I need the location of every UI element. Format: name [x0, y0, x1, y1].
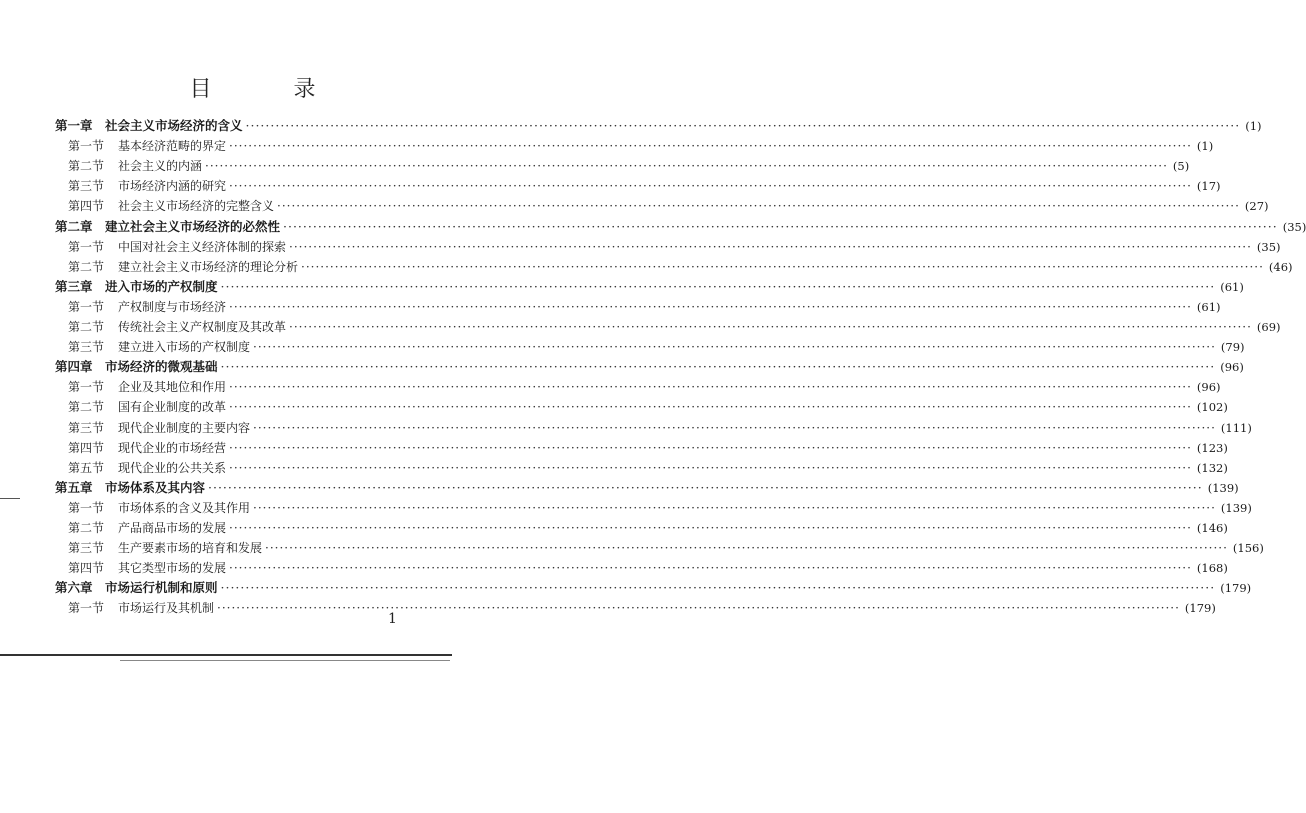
bottom-rule-secondary	[120, 660, 450, 661]
entry-title: 现代企业的市场经营	[118, 440, 227, 455]
entry-page: (179)	[1184, 601, 1216, 616]
entry-title: 市场经济的微观基础	[105, 359, 218, 375]
entry-title: 社会主义的内涵	[118, 159, 203, 174]
toc-section-entry	[68, 257, 1293, 277]
entry-title: 建立社会主义市场经济的必然性	[105, 218, 281, 234]
toc-section-entry	[68, 317, 1281, 337]
entry-number: 第二章	[55, 218, 93, 234]
entry-number: 第一章	[55, 118, 93, 133]
dot-leader: ········································································································································································································	[220, 359, 1216, 375]
entry-number: 第四节	[68, 440, 105, 455]
entry-title: 生产要素市场的培育和发展	[118, 541, 263, 556]
entry-page: (27)	[1244, 199, 1269, 214]
entry-title: 社会主义市场经济的完整含义	[118, 199, 275, 214]
entry-title: 企业及其地位和作用	[118, 380, 227, 395]
dot-leader: ········································································································································································································	[229, 561, 1192, 576]
dot-leader: ········································································································································································································	[301, 259, 1264, 274]
entry-page: (139)	[1207, 480, 1239, 495]
entry-title: 进入市场的产权制度	[105, 278, 218, 294]
entry-page: (146)	[1196, 521, 1228, 535]
entry-page: (17)	[1196, 179, 1221, 194]
entry-page: (1)	[1245, 119, 1262, 133]
toc-chapter-entry	[55, 478, 1239, 498]
toc-title: 目 录	[189, 77, 346, 102]
toc-section-entry	[68, 156, 1190, 176]
dot-leader: ········································································································································································································	[229, 299, 1192, 314]
entry-title: 其它类型市场的发展	[118, 561, 227, 576]
entry-title: 产权制度与市场经济	[118, 299, 227, 314]
entry-page: (61)	[1196, 299, 1221, 314]
entry-page: (179)	[1220, 581, 1252, 596]
toc-section-entry	[68, 397, 1228, 417]
dot-leader: ········································································································································································································	[253, 340, 1216, 355]
entry-page: (96)	[1196, 380, 1221, 395]
dot-leader: ········································································································································································································	[229, 400, 1192, 415]
entry-title: 建立进入市场的产权制度	[118, 340, 251, 355]
page-number: 1	[388, 611, 397, 627]
toc-section-entry	[68, 598, 1216, 618]
entry-page: (123)	[1196, 440, 1228, 455]
entry-number: 第六章	[55, 580, 93, 596]
entry-number: 第一节	[68, 601, 105, 616]
entry-number: 第一节	[68, 500, 105, 515]
entry-number: 第三章	[55, 278, 93, 294]
entry-page: (5)	[1172, 159, 1190, 174]
entry-title: 现代企业制度的主要内容	[118, 420, 251, 435]
dot-leader: ········································································································································································································	[220, 580, 1216, 596]
dot-leader: ········································································································································································································	[217, 601, 1180, 616]
entry-number: 第二节	[68, 259, 105, 274]
toc-section-entry	[68, 337, 1245, 357]
toc-chapter-entry	[55, 116, 1262, 136]
entry-number: 第五章	[55, 479, 93, 495]
dot-leader: ········································································································································································································	[220, 278, 1216, 294]
entry-page: (35)	[1282, 219, 1306, 234]
dot-leader: ········································································································································································································	[229, 380, 1192, 395]
toc-section-entry	[68, 196, 1269, 216]
entry-number: 第一节	[68, 239, 105, 254]
toc-section-entry	[68, 377, 1221, 397]
entry-page: (111)	[1220, 420, 1252, 435]
entry-title: 传统社会主义产权制度及其改革	[118, 320, 287, 334]
dot-leader: ········································································································································································································	[277, 199, 1240, 214]
toc-section-entry	[68, 538, 1264, 558]
entry-number: 第一节	[68, 380, 105, 395]
toc-chapter-entry	[55, 277, 1244, 297]
entry-title: 现代企业的公共关系	[118, 460, 227, 475]
entry-page: (132)	[1196, 460, 1228, 475]
entry-page: (35)	[1256, 239, 1281, 254]
entry-title: 中国对社会主义经济体制的探索	[118, 239, 287, 254]
entry-number: 第二节	[68, 521, 105, 535]
toc-section-entry	[68, 438, 1228, 458]
toc-section-entry	[68, 176, 1221, 196]
dot-leader: ········································································································································································································	[253, 500, 1216, 515]
toc-chapter-entry	[55, 578, 1252, 598]
entry-title: 社会主义市场经济的含义	[105, 118, 243, 133]
entry-page: (79)	[1220, 340, 1245, 355]
entry-title: 国有企业制度的改革	[118, 400, 227, 415]
toc-section-entry	[68, 297, 1221, 317]
toc-section-entry	[68, 498, 1252, 518]
entry-number: 第三节	[68, 420, 105, 435]
toc-section-entry	[68, 237, 1281, 257]
dot-leader: ········································································································································································································	[229, 139, 1192, 154]
entry-page: (168)	[1196, 561, 1228, 576]
entry-number: 第四节	[68, 561, 105, 576]
toc-chapter-entry	[55, 357, 1244, 377]
entry-number: 第二节	[68, 320, 105, 334]
dot-leader: ········································································································································································································	[229, 460, 1192, 475]
entry-title: 市场体系的含义及其作用	[118, 500, 251, 515]
dot-leader: ········································································································································································································	[205, 159, 1168, 174]
entry-page: (139)	[1220, 500, 1252, 515]
entry-page: (1)	[1196, 139, 1214, 154]
dot-leader: ········································································································································································································	[229, 179, 1192, 194]
toc-section-entry	[68, 518, 1228, 538]
entry-title: 基本经济范畴的界定	[118, 139, 227, 154]
entry-page: (69)	[1256, 320, 1281, 334]
toc-chapter-entry	[55, 217, 1306, 237]
entry-title: 市场经济内涵的研究	[118, 179, 227, 194]
entry-page: (46)	[1268, 259, 1293, 274]
entry-number: 第二节	[68, 159, 105, 174]
entry-page: (156)	[1232, 541, 1264, 556]
toc-section-entry	[68, 136, 1214, 156]
dot-leader: ········································································································································································································	[289, 239, 1252, 254]
entry-page: (96)	[1220, 360, 1244, 375]
entry-number: 第四章	[55, 359, 93, 375]
entry-number: 第一节	[68, 299, 105, 314]
toc-section-entry	[68, 418, 1252, 438]
entry-title: 市场体系及其内容	[105, 479, 206, 495]
entry-page: (61)	[1220, 279, 1244, 294]
dot-leader: ········································································································································································································	[289, 320, 1252, 334]
entry-number: 第五节	[68, 460, 105, 475]
dot-leader: ········································································································································································································	[265, 541, 1228, 556]
bottom-rule	[0, 654, 452, 656]
entry-title: 建立社会主义市场经济的理论分析	[118, 259, 299, 274]
entry-page: (102)	[1196, 400, 1228, 415]
dot-leader: ········································································································································································································	[253, 420, 1216, 435]
dot-leader: ········································································································································································································	[229, 521, 1192, 535]
entry-number: 第三节	[68, 179, 105, 194]
entry-title: 市场运行及其机制	[118, 601, 215, 616]
dot-leader: ········································································································································································································	[245, 118, 1241, 133]
margin-mark	[0, 498, 20, 499]
dot-leader: ········································································································································································································	[208, 479, 1203, 495]
dot-leader: ········································································································································································································	[283, 218, 1278, 234]
entry-title: 产品商品市场的发展	[118, 521, 227, 535]
toc-section-entry	[68, 458, 1228, 478]
entry-number: 第一节	[68, 139, 105, 154]
dot-leader: ········································································································································································································	[229, 440, 1192, 455]
entry-number: 第三节	[68, 541, 105, 556]
toc-section-entry	[68, 558, 1228, 578]
entry-title: 市场运行机制和原则	[105, 580, 218, 596]
entry-number: 第二节	[68, 400, 105, 415]
entry-number: 第四节	[68, 199, 105, 214]
entry-number: 第三节	[68, 340, 105, 355]
